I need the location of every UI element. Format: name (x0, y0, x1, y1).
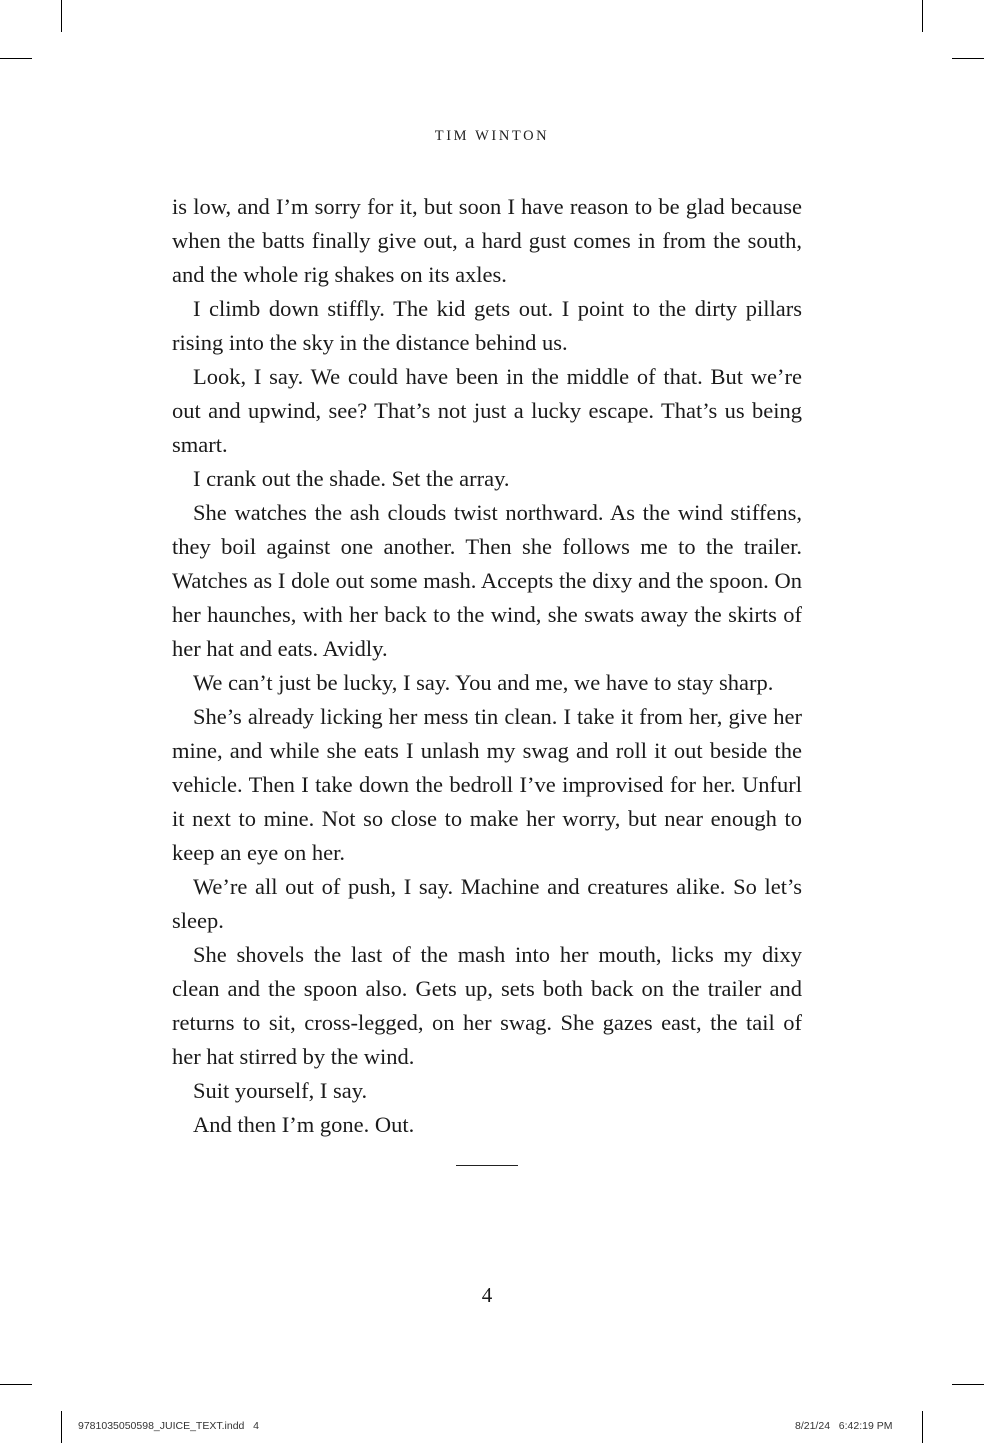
body-text (172, 190, 802, 1142)
paragraph: I climb down stiffly. The kid gets out. I point to the dirty pillars rising into the sky in the distance behind us. (172, 296, 802, 355)
crop-mark-left-bottom (0, 1384, 32, 1385)
crop-mark-right-top (952, 58, 984, 59)
section-break-rule (456, 1165, 518, 1166)
slug-timestamp: 8/21/24 6:42:19 PM (795, 1420, 893, 1432)
slug-filename: 9781035050598_JUICE_TEXT.indd 4 (78, 1420, 259, 1432)
crop-mark-bottom-left (61, 1411, 62, 1443)
page-number: 4 (481, 1283, 493, 1307)
paragraph: Suit yourself, I say. (193, 1078, 368, 1103)
paragraph: I crank out the shade. Set the array. (193, 466, 510, 491)
paragraph: Look, I say. We could have been in the middle of that. But we’re out and upwind, see? That’s not just a lucky escape. That’s us being smart. (172, 364, 802, 457)
paragraph: She watches the ash clouds twist northward. As the wind stiffens, they boil against one another. Then she follows me to the trailer. Watches as I dole out some mash. Accepts the dixy and the spoon. On her haunches, with her back to the wind, she swats away the skirts of her hat and eats. Avidly. (172, 500, 802, 661)
paragraph: We can’t just be lucky, I say. You and me, we have to stay sharp. (193, 670, 774, 695)
crop-mark-top-right (922, 0, 923, 32)
crop-mark-right-bottom (952, 1384, 984, 1385)
crop-mark-bottom-right (922, 1411, 923, 1443)
paragraph: is low, and I’m sorry for it, but soon I have reason to be glad because when the batts finally give out, a hard gust comes in from the south, and the whole rig shakes on its axles. (172, 194, 802, 287)
crop-mark-left-top (0, 58, 32, 59)
running-head: TIM WINTON (434, 128, 550, 144)
crop-mark-top-left (61, 0, 62, 32)
paragraph: She shovels the last of the mash into her mouth, licks my dixy clean and the spoon also. Gets up, sets both back on the trailer and returns to sit, cross-legged, on her swag. She gazes east, the tail of her hat stirred by the wind. (172, 942, 802, 1069)
paragraph: And then I’m gone. Out. (193, 1112, 415, 1137)
paragraph: We’re all out of push, I say. Machine and creatures alike. So let’s sleep. (172, 874, 802, 933)
paragraph: She’s already licking her mess tin clean. I take it from her, give her mine, and while she eats I unlash my swag and roll it out beside the vehicle. Then I take down the bedroll I’ve improvised for her. Unfurl it next to mine. Not so close to make her worry, but near enough to keep an eye on her. (172, 704, 802, 865)
